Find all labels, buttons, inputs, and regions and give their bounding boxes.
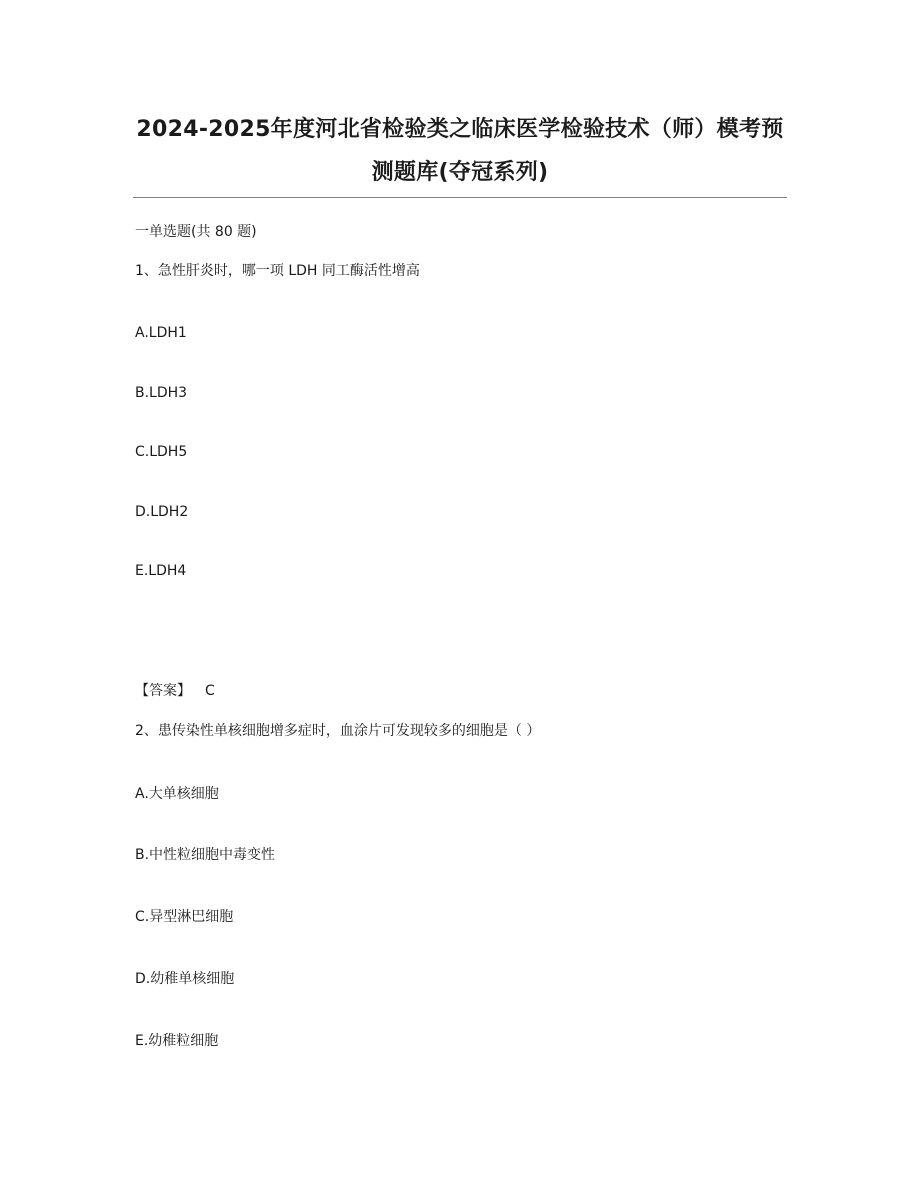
question-1-stem: 1、急性肝炎时，哪一项 LDH 同工酶活性增高 xyxy=(135,263,420,279)
question-1-option-c: C.LDH5 xyxy=(135,444,188,460)
question-1-option-a: A.LDH1 xyxy=(135,325,187,341)
question-1-option-e: E.LDH4 xyxy=(135,563,187,579)
section-heading: 一单选题(共 80 题) xyxy=(135,224,257,240)
page-title: 2024-2025年度河北省检验类之临床医学检验技术（师）模考预测题库(夺冠系列) xyxy=(136,117,784,185)
answer-label: 【答案】 xyxy=(135,683,191,699)
question-1-option-b: B.LDH3 xyxy=(135,385,188,401)
question-2-option-a: A.大单核细胞 xyxy=(135,786,219,802)
question-2-option-e: E.幼稚粒细胞 xyxy=(135,1033,219,1049)
question-2-stem: 2、患传染性单核细胞增多症时，血涂片可发现较多的细胞是（ ） xyxy=(135,723,541,739)
question-1-answer xyxy=(135,681,215,701)
question-2-option-c: C.异型淋巴细胞 xyxy=(135,909,234,925)
question-2-option-d: D.幼稚单核细胞 xyxy=(135,971,235,987)
title-divider xyxy=(133,197,787,198)
answer-value: C xyxy=(205,683,215,699)
question-1-option-d: D.LDH2 xyxy=(135,504,189,520)
question-2-option-b: B.中性粒细胞中毒变性 xyxy=(135,847,276,863)
